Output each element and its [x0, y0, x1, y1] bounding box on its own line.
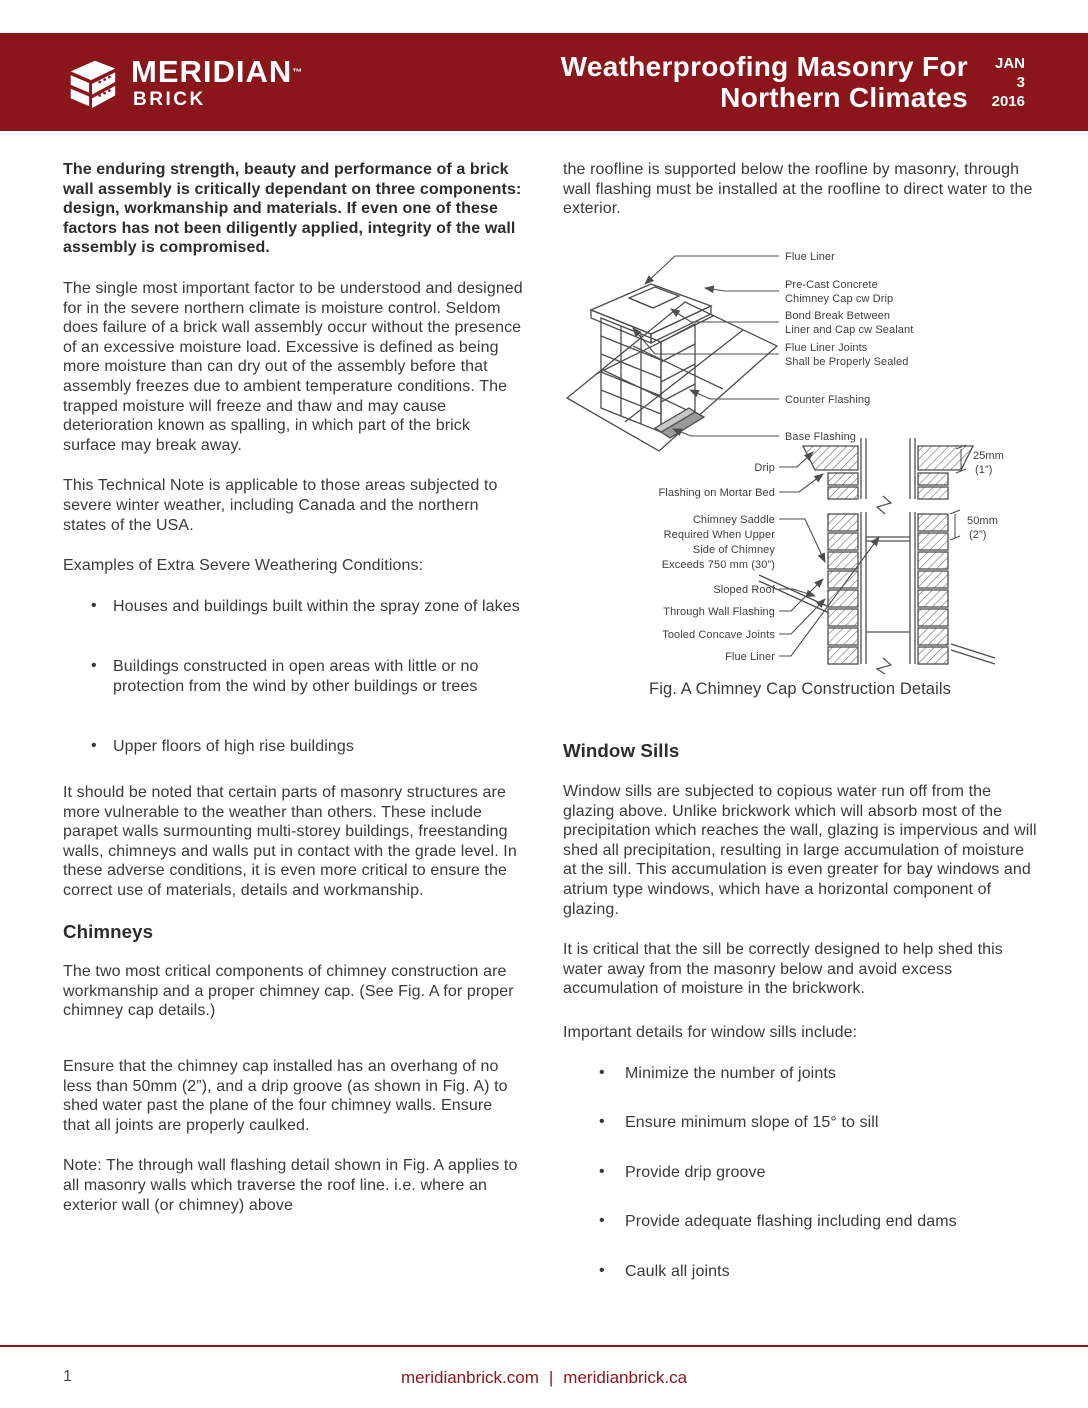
page-number: 1 — [63, 1368, 72, 1385]
date-year: 2016 — [991, 92, 1025, 110]
intro-paragraph: The enduring strength, beauty and performance of a brick wall assembly is critically dependant on three components: design, workmanship and materials. If even one of these factors has not been diligently applied, integrity of the wall assembly is compromised. — [63, 161, 522, 257]
label-precast-line2: Chimney Cap cw Drip — [785, 292, 894, 305]
list-item: • Provide drip groove — [599, 1163, 1037, 1183]
footer-divider — [0, 1345, 1088, 1347]
dim-50mm-value: 50mm — [967, 514, 998, 527]
label-flashing-mortar: Flashing on Mortar Bed — [658, 486, 775, 499]
label-precast-line1: Pre-Cast Concrete — [785, 278, 878, 291]
date-day: 3 — [1016, 73, 1025, 91]
list-item: • Buildings constructed in open areas with little or no protection from the wind by other buildings or trees — [91, 657, 523, 696]
label-flue-joints-line2: Shall be Properly Sealed — [785, 355, 909, 368]
page-title-line2: Northern Climates — [720, 82, 968, 113]
window-sill-details-list — [563, 1064, 1037, 1282]
list-item: • Ensure minimum slope of 15° to sill — [599, 1113, 1037, 1133]
label-bond-line2: Liner and Cap cw Sealant — [785, 323, 914, 336]
label-bond-line1: Bond Break Between — [785, 309, 891, 322]
paragraph-chimney-cap: Ensure that the chimney cap installed has an overhang of no less than 50mm (2”), and a drip groove (as shown in Fig. A) to shed water past the plane of the four chimney walls. Ensure that all joints are properly caulked. — [63, 1058, 508, 1134]
figure-a-caption: Fig. A Chimney Cap Construction Details — [649, 679, 951, 698]
page-title — [302, 51, 968, 113]
iso-labels — [785, 251, 913, 443]
date-month: JAN — [994, 54, 1025, 72]
heading-chimneys: Chimneys — [63, 920, 154, 942]
paragraph-technical-note: This Technical Note is applicable to those areas subjected to severe winter weather, including Canada and the northern states of the USA. — [63, 477, 498, 534]
paragraph-vulnerable: It should be noted that certain parts of masonry structures are more vulnerable to the weather than others. These include parapet walls surmounting multi-storey buildings, freestanding walls, chimneys and walls put in contact with the grade level. In these adverse conditions, it is even more critical to ensure the correct use of materials, details and workmanship. — [63, 784, 517, 900]
dim-50mm-inches: (2”) — [969, 528, 987, 541]
link-meridianbrick-ca[interactable]: meridianbrick.ca — [563, 1368, 688, 1387]
cross-section-view — [759, 438, 995, 674]
brick-stack-icon — [63, 53, 121, 111]
header-bar — [0, 33, 1088, 131]
page-title-line1: Weatherproofing Masonry For — [560, 51, 968, 82]
paragraph-window-sills-2: It is critical that the sill be correctly designed to help shed this water away from the masonry below and avoid excess accumulation of moisture in the brickwork. — [563, 941, 1003, 998]
list-item: • Houses and buildings built within the spray zone of lakes — [91, 597, 523, 617]
list-item: • Caulk all joints — [599, 1262, 1037, 1282]
label-saddle-line1: Chimney Saddle — [692, 513, 775, 526]
meridian-brick-logo — [63, 53, 302, 111]
figure-a-diagram — [563, 246, 1037, 674]
label-tooled-joints: Tooled Concave Joints — [662, 628, 775, 641]
paragraph-examples-intro: Examples of Extra Severe Weathering Conditions: — [63, 557, 424, 575]
footer-link-separator: | — [548, 1368, 554, 1387]
weathering-conditions-list — [63, 597, 523, 757]
paragraph-moisture: The single most important factor to be understood and designed for in the severe northern climate is moisture control. Seldom does failure of a brick wall assembly occur without the presence of an excessive moisture load. Excessive is defined as being more moisture than can dry out of the assembly before that assembly freezes due to ambient temperature conditions. The trapped moisture will freeze and thaw and may cause deterioration known as spalling, in which part of the brick surface may break away. — [63, 279, 523, 454]
label-drip: Drip — [754, 461, 775, 474]
logo-wordmark — [131, 53, 303, 110]
label-sloped-roof: Sloped Roof — [713, 583, 775, 596]
list-item: • Minimize the number of joints — [599, 1064, 1037, 1084]
label-saddle-line4: Exceeds 750 mm (30”) — [661, 558, 775, 571]
figure-a — [563, 246, 1037, 700]
label-flue-liner-bottom: Flue Liner — [725, 650, 775, 663]
list-item: • Upper floors of high rise buildings — [91, 737, 523, 757]
label-through-wall: Through Wall Flashing — [663, 605, 775, 618]
label-flue-liner-top: Flue Liner — [785, 250, 835, 263]
paragraph-roofline: the roofline is supported below the roofline by masonry, through wall flashing must be installed at the roofline to direct water to the exterior. — [563, 161, 1033, 218]
logo-brand-text: MERIDIAN — [131, 53, 293, 89]
label-saddle-line3: Side of Chimney — [692, 543, 775, 556]
right-column — [563, 160, 1037, 1311]
paragraph-window-sills-3: Important details for window sills include: — [563, 1023, 858, 1041]
logo-sub-text: BRICK — [133, 88, 206, 110]
paragraph-note: Note: The through wall flashing detail shown in Fig. A applies to all masonry walls which traverse the roof line. i.e. where an exterior wall (or chimney) above — [63, 1157, 518, 1214]
heading-window-sills: Window Sills — [563, 740, 680, 762]
publication-date — [968, 54, 1088, 111]
label-saddle-line2: Required When Upper — [663, 528, 775, 541]
left-column — [63, 160, 523, 1236]
trademark-symbol: ™ — [292, 67, 303, 79]
list-item: • Provide adequate flashing including end dams — [599, 1212, 1037, 1232]
paragraph-chimney-components: The two most critical components of chimney construction are workmanship and a proper chimney cap. (See Fig. A for proper chimney cap details.) — [63, 963, 514, 1020]
label-counter-flashing: Counter Flashing — [785, 393, 871, 406]
dim-25mm-inches: (1”) — [975, 463, 993, 476]
dim-25mm-value: 25mm — [973, 449, 1004, 462]
link-meridianbrick-com[interactable]: meridianbrick.com — [400, 1368, 539, 1387]
footer-links — [0, 1368, 1088, 1388]
label-base-flashing: Base Flashing — [785, 430, 857, 443]
paragraph-window-sills-1: Window sills are subjected to copious water run off from the glazing above. Unlike brickwork which will absorb most of the precipitation which reaches the wall, glazing is impervious and will shed all precipitation, resulting in large accumulation of moisture at the sill. This accumulation is even greater for bay windows and atrium type windows, which have a horizontal component of glazing. — [563, 782, 1037, 918]
label-flue-joints-line1: Flue Liner Joints — [785, 341, 868, 354]
